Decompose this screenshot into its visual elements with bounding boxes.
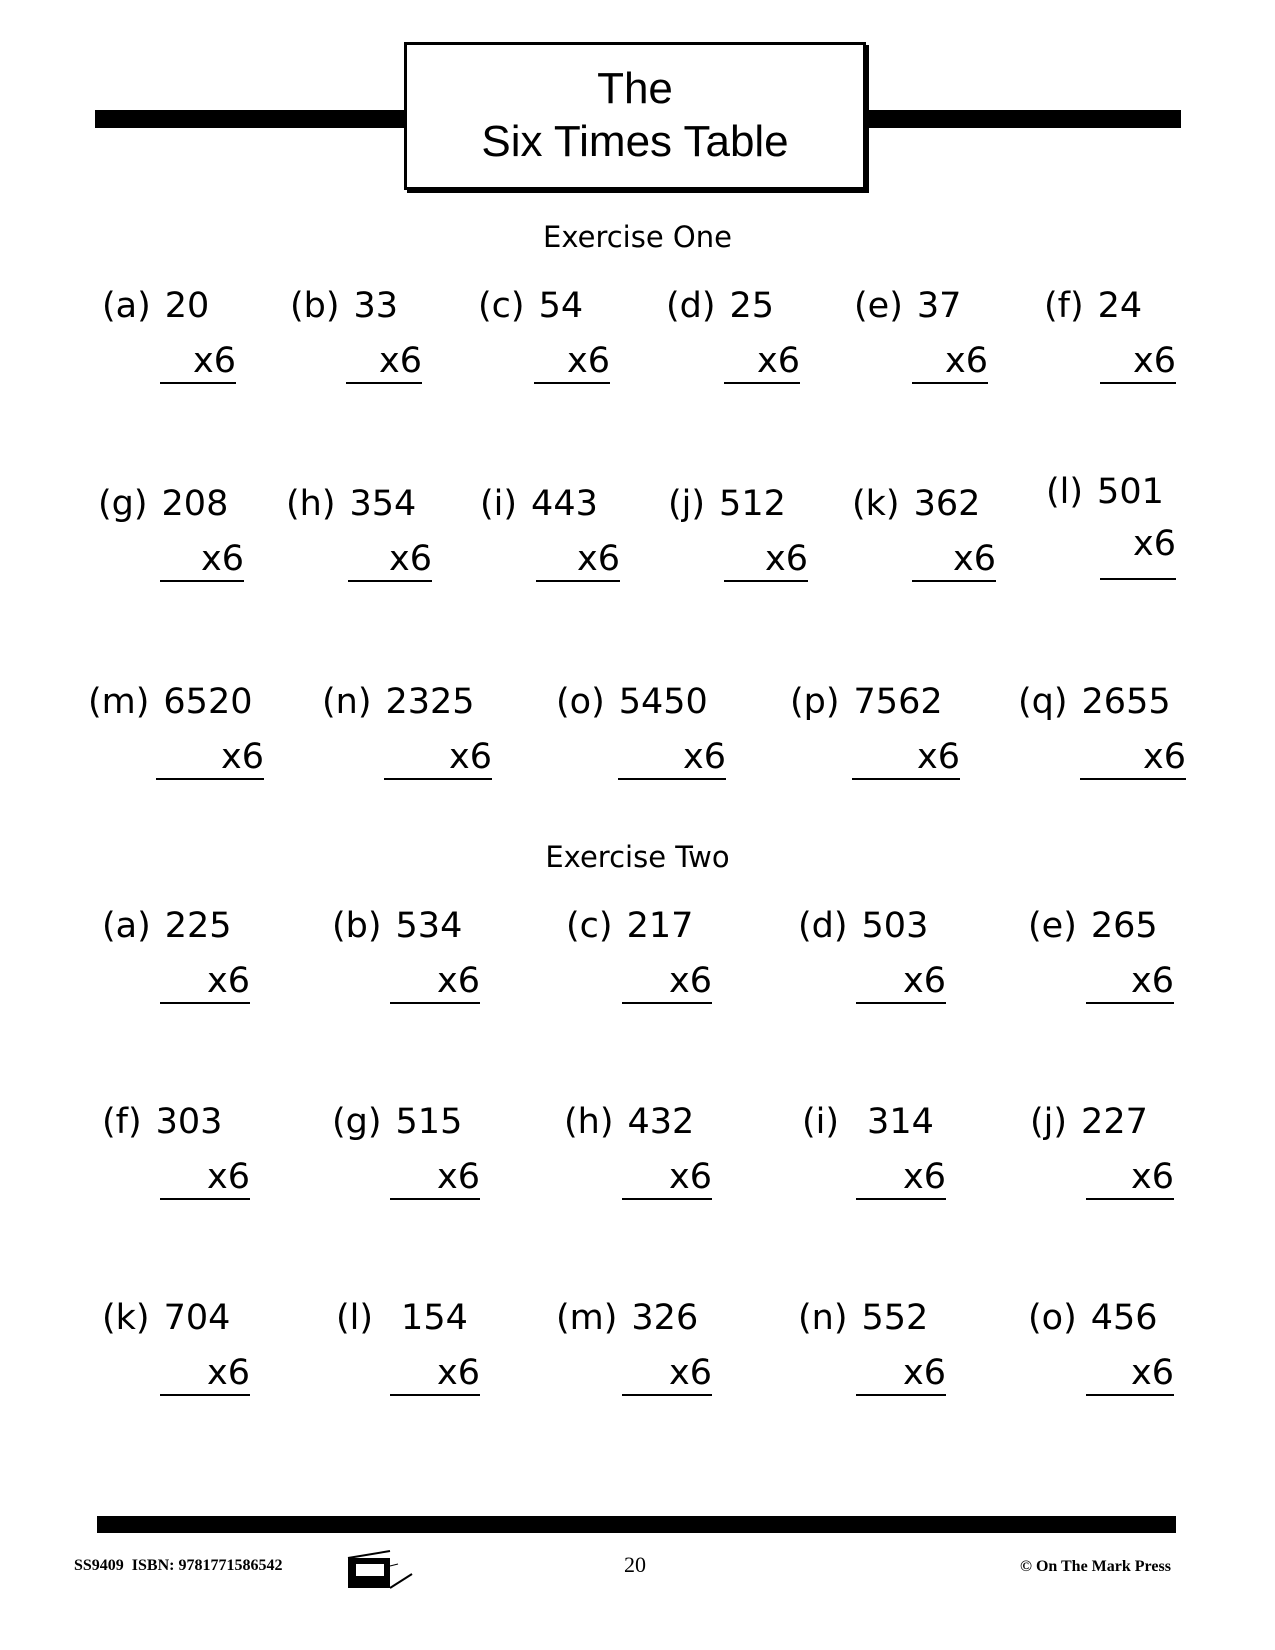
problem-number: 217 <box>626 906 694 946</box>
problem-number: 2655 <box>1081 682 1171 722</box>
problem-number: 208 <box>161 484 229 524</box>
multiplier-answer-line: x6 <box>346 338 422 384</box>
problem-letter: (q) <box>1018 682 1068 722</box>
problem-number: 33 <box>353 286 399 326</box>
footer-isbn: ISBN: 9781771586542 <box>131 1557 283 1574</box>
footer-copyright: © On The Mark Press <box>1020 1558 1171 1575</box>
problem-number: 2325 <box>385 682 475 722</box>
multiplier-answer-line: x6 <box>724 338 800 384</box>
problem-number: 552 <box>861 1298 929 1338</box>
page-title-line2: Six Times Table <box>481 117 789 166</box>
multiplier-answer-line: x6 <box>622 958 712 1004</box>
problem-number: 503 <box>861 906 929 946</box>
multiplier-answer-line: x6 <box>852 734 960 780</box>
problem-number: 5450 <box>618 682 708 722</box>
problem-number: 37 <box>916 286 962 326</box>
problem-number: 432 <box>627 1102 695 1142</box>
exercise-one-row-2 <box>0 472 1275 594</box>
multiplier-answer-line: x6 <box>390 1350 480 1396</box>
exercise-two-row-2 <box>0 1102 1275 1212</box>
footer-bar <box>97 1516 1176 1533</box>
exercise-two-row-3 <box>0 1298 1275 1408</box>
multiplier-answer-line: x6 <box>384 734 492 780</box>
problem-number: 326 <box>631 1298 699 1338</box>
problem-number: 7562 <box>853 682 943 722</box>
problem-letter: (i) <box>802 1102 840 1142</box>
problem-number: 24 <box>1097 286 1143 326</box>
problem-number: 20 <box>164 286 210 326</box>
problem-number: 515 <box>395 1102 463 1142</box>
exercise-two-row-1 <box>0 906 1275 1016</box>
multiplier-answer-line: x6 <box>534 338 610 384</box>
problem-letter: (m) <box>88 682 150 722</box>
exercise-one-heading: Exercise One <box>543 220 732 254</box>
problem-number: 225 <box>164 906 232 946</box>
problem-number: 25 <box>729 286 775 326</box>
problem-letter: (b) <box>332 906 382 946</box>
problem-number: 227 <box>1081 1102 1148 1142</box>
problem-number: 443 <box>531 484 598 524</box>
problem-number: 456 <box>1090 1298 1158 1338</box>
problem-letter: (o) <box>556 682 605 722</box>
footer-product-code <box>74 1557 282 1575</box>
problem-letter: (k) <box>852 484 900 524</box>
problem-letter: (n) <box>798 1298 848 1338</box>
problem-letter: (l) <box>1046 472 1084 512</box>
problem-number: 501 <box>1097 472 1164 512</box>
problem-number: 6520 <box>163 682 253 722</box>
multiplier-answer-line: x6 <box>1086 958 1174 1004</box>
problem-number: 303 <box>155 1102 223 1142</box>
multiplier-answer-line: x6 <box>856 1350 946 1396</box>
problem-number: 54 <box>538 286 584 326</box>
multiplier-answer-line: x6 <box>1086 1350 1174 1396</box>
problem-letter: (c) <box>566 906 613 946</box>
problem-letter: (b) <box>290 286 340 326</box>
multiplier-answer-line: x6 <box>1086 1154 1174 1200</box>
problem-letter: (p) <box>790 682 840 722</box>
problem-number: 154 <box>401 1298 468 1338</box>
multiplier-answer-line: x6 <box>1080 734 1186 780</box>
multiplier-answer-line: x6 <box>912 536 996 582</box>
problem-letter: (m) <box>556 1298 618 1338</box>
problem-letter: (j) <box>668 484 706 524</box>
problem-letter: (e) <box>854 286 903 326</box>
page-title-line1: The <box>597 64 673 114</box>
multiplier-answer-line: x6 <box>160 338 236 384</box>
exercise-one-row-3 <box>0 682 1275 792</box>
multiplier-answer-line: x6 <box>856 958 946 1004</box>
multiplier-answer-line: x6 <box>160 1154 250 1200</box>
problem-letter: (n) <box>322 682 372 722</box>
problem-letter: (h) <box>286 484 336 524</box>
problem-letter: (k) <box>102 1298 150 1338</box>
multiplier-answer-line: x6 <box>618 734 726 780</box>
multiplier-answer-line: x6 <box>160 536 244 582</box>
problem-number: 314 <box>867 1102 934 1142</box>
multiplier-answer-line: x6 <box>160 1350 250 1396</box>
page-title-box <box>404 42 866 190</box>
footer-code: SS9409 <box>74 1557 124 1574</box>
problem-letter: (d) <box>798 906 848 946</box>
multiplier-answer-line: x6 <box>390 958 480 1004</box>
multiplier-answer-line: x6 <box>622 1350 712 1396</box>
problem-number: 362 <box>913 484 981 524</box>
problem-letter: (i) <box>480 484 518 524</box>
problem-letter: (c) <box>478 286 525 326</box>
book-computer-icon <box>346 1550 418 1590</box>
problem-letter: (j) <box>1030 1102 1068 1142</box>
problem-number: 534 <box>395 906 463 946</box>
multiplier-answer-line: x6 <box>912 338 988 384</box>
problem-letter: (d) <box>666 286 716 326</box>
multiplier-answer-line: x6 <box>156 734 264 780</box>
problem-letter: (a) <box>102 286 151 326</box>
page-number: 20 <box>624 1552 646 1577</box>
multiplier-answer-line: x6 <box>390 1154 480 1200</box>
multiplier-answer-line: x6 <box>724 536 808 582</box>
problem-letter: (f) <box>102 1102 142 1142</box>
problem-letter: (a) <box>102 906 151 946</box>
title-bar-right <box>868 110 1181 128</box>
problem-letter: (e) <box>1028 906 1077 946</box>
problem-number: 354 <box>349 484 417 524</box>
multiplier-answer-line: x6 <box>160 958 250 1004</box>
problem-letter: (o) <box>1028 1298 1077 1338</box>
multiplier-answer-line: x6 <box>348 536 432 582</box>
problem-letter: (g) <box>332 1102 382 1142</box>
exercise-one-row-1 <box>0 286 1275 396</box>
multiplier-answer-line: x6 <box>622 1154 712 1200</box>
problem-number: 512 <box>719 484 786 524</box>
problem-letter: (g) <box>98 484 148 524</box>
title-bar-left <box>95 110 407 128</box>
problem-letter: (f) <box>1044 286 1084 326</box>
exercise-two-heading: Exercise Two <box>545 840 730 874</box>
problem-letter: (h) <box>564 1102 614 1142</box>
multiplier-answer-line: x6 <box>536 536 620 582</box>
multiplier-answer-line: x6 <box>1100 338 1176 384</box>
problem-number: 704 <box>163 1298 231 1338</box>
problem-letter: (l) <box>336 1298 374 1338</box>
multiplier-answer-line: x6 <box>1100 524 1176 580</box>
problem-number: 265 <box>1090 906 1158 946</box>
multiplier-answer-line: x6 <box>856 1154 946 1200</box>
